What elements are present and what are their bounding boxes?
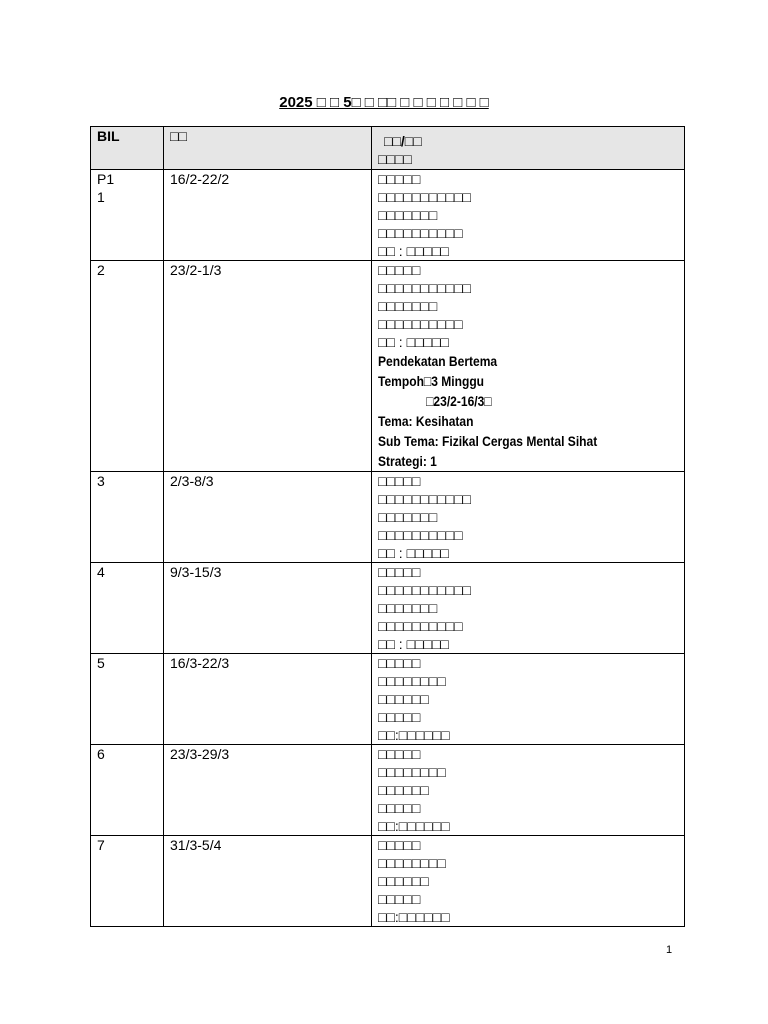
table-row xyxy=(91,836,685,927)
content-cell xyxy=(372,836,685,927)
content-line: □□□□□□□ xyxy=(378,207,438,223)
content-line: □□□□□□□□□□□ xyxy=(378,280,472,296)
bil-text: P1 xyxy=(97,171,115,187)
content-cell xyxy=(372,261,685,472)
content-line: □□□□□□□ xyxy=(378,509,438,525)
content-line: □□□□□□□□□□ xyxy=(378,316,463,332)
date-cell: 31/3-5/4 xyxy=(164,836,372,927)
content-line: □□□□□□□□□□□ xyxy=(378,582,472,598)
content-line: □□□□□ xyxy=(378,746,421,762)
bil-cell xyxy=(91,170,164,261)
table-row xyxy=(91,745,685,836)
bil-text: 3 xyxy=(97,473,105,489)
content-cell xyxy=(372,654,685,745)
table-row xyxy=(91,261,685,472)
table-row xyxy=(91,563,685,654)
content-line: □□□□□□ xyxy=(378,691,429,707)
content-line: □□□□□□□□□□ xyxy=(378,225,463,241)
bil-cell xyxy=(91,261,164,472)
bil-cell xyxy=(91,472,164,563)
content-cell xyxy=(372,563,685,654)
table-row xyxy=(91,170,685,261)
content-line: □□ : □□□□□ xyxy=(378,334,449,350)
bil-text: 1 xyxy=(97,189,105,205)
header-bil: BIL xyxy=(91,127,164,170)
bil-cell xyxy=(91,563,164,654)
content-line: □□ : □□□□□ xyxy=(378,545,449,561)
content-cell xyxy=(372,170,685,261)
bil-text: 5 xyxy=(97,655,105,671)
content-line: □□□□□□□□□□□ xyxy=(378,189,472,205)
content-line: □□□□□□□□ xyxy=(378,673,446,689)
table-header-row xyxy=(91,127,685,170)
content-line: □□□□□ xyxy=(378,709,421,725)
bil-text: 6 xyxy=(97,746,105,762)
content-line: □□ : □□□□□ xyxy=(378,243,449,259)
theme-line: Tema: Kesihatan xyxy=(378,413,474,429)
bil-cell xyxy=(91,836,164,927)
header-content-line-2: □□□□ xyxy=(378,151,412,167)
content-line: □□ : □□□□□ xyxy=(378,636,449,652)
header-date: □□ xyxy=(164,127,372,170)
theme-line: Tempoh□3 Minggu xyxy=(378,373,485,389)
content-line: □□□□□ xyxy=(378,891,421,907)
theme-line: □23/2-16/3□ xyxy=(426,393,492,409)
date-cell: 23/3-29/3 xyxy=(164,745,372,836)
document-title: 2025 □ □ 5□ □ □□ □ □ □ □ □ □ □ xyxy=(279,94,489,111)
content-line: □□:□□□□□□ xyxy=(378,909,450,925)
table-row xyxy=(91,654,685,745)
content-line: □□□□□□□□□□ xyxy=(378,527,463,543)
header-content-line-1: □□/□□ xyxy=(384,133,422,149)
header-content xyxy=(372,127,685,170)
bil-cell xyxy=(91,654,164,745)
bil-text: 4 xyxy=(97,564,105,580)
content-line: □□□□□ xyxy=(378,171,421,187)
date-cell: 23/2-1/3 xyxy=(164,261,372,472)
bil-text: 7 xyxy=(97,837,105,853)
date-cell: 2/3-8/3 xyxy=(164,472,372,563)
content-line: □□□□□□□□ xyxy=(378,855,446,871)
bil-text: 2 xyxy=(97,262,105,278)
content-line: □□:□□□□□□ xyxy=(378,818,450,834)
content-cell xyxy=(372,472,685,563)
content-line: □□□□□□ xyxy=(378,873,429,889)
date-cell: 16/2-22/2 xyxy=(164,170,372,261)
page-number: 1 xyxy=(666,944,673,956)
content-line: □□□□□ xyxy=(378,564,421,580)
content-line: □□□□□ xyxy=(378,655,421,671)
content-cell xyxy=(372,745,685,836)
content-line: □□□□□□□ xyxy=(378,600,438,616)
date-cell: 9/3-15/3 xyxy=(164,563,372,654)
content-line: □□□□□ xyxy=(378,473,421,489)
bil-cell xyxy=(91,745,164,836)
content-line: □□□□□□□□ xyxy=(378,764,446,780)
content-line: □□□□□ xyxy=(378,800,421,816)
content-line: □□□□□□□□□□□ xyxy=(378,491,472,507)
content-line: □□:□□□□□□ xyxy=(378,727,450,743)
table-row xyxy=(91,472,685,563)
content-line: □□□□□□ xyxy=(378,782,429,798)
theme-line: Pendekatan Bertema xyxy=(378,353,498,369)
content-line: □□□□□ xyxy=(378,262,421,278)
content-line: □□□□□ xyxy=(378,837,421,853)
theme-line: Strategi: 1 xyxy=(378,453,437,469)
date-cell: 16/3-22/3 xyxy=(164,654,372,745)
content-line: □□□□□□□ xyxy=(378,298,438,314)
content-line: □□□□□□□□□□ xyxy=(378,618,463,634)
schedule-table xyxy=(90,126,685,927)
theme-line: Sub Tema: Fizikal Cergas Mental Sihat xyxy=(378,433,598,449)
